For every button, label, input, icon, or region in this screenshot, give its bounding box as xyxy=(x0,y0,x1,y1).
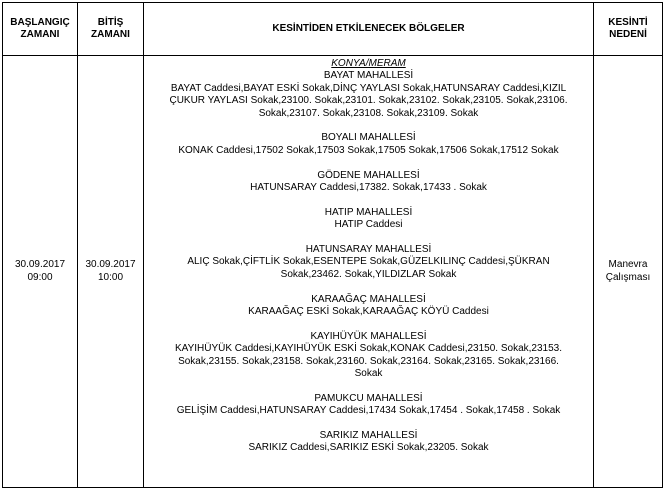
neighborhood-streets-line: ÇUKUR YAYLASI Sokak,23100. Sokak,23101. Sokak,23102. Sokak,23105. Sokak,23106. xyxy=(169,95,568,107)
outage-table xyxy=(2,2,663,488)
neighborhood-spacer xyxy=(147,120,590,132)
neighborhood-name: GÖDENE MAHALLESİ xyxy=(317,169,420,181)
neighborhood-name: BAYAT MAHALLESİ xyxy=(323,70,414,82)
header-row xyxy=(3,3,663,56)
neighborhood-streets-line: KONAK Caddesi,17502 Sokak,17503 Sokak,17505 Sokak,17506 Sokak,17512 Sokak xyxy=(178,144,559,156)
neighborhood-block xyxy=(147,244,590,281)
neighborhood-name: SARIKIZ MAHALLESİ xyxy=(319,430,418,442)
neighborhood-streets-line: Sokak,23155. Sokak,23158. Sokak,23160. Sokak,23164. Sokak,23165. Sokak,23166. xyxy=(178,355,559,367)
neighborhood-streets-line: ALIÇ Sokak,ÇİFTLİK Sokak,ESENTEPE Sokak,GÜZELKILINÇ Caddesi,ŞÜKRAN xyxy=(187,256,550,268)
reason-cell xyxy=(594,56,663,488)
neighborhood-streets-line: Sokak,23107. Sokak,23108. Sokak,23109. Sokak xyxy=(258,107,479,119)
table-row xyxy=(3,56,663,488)
header-reason-line2: NEDENİ xyxy=(609,29,647,40)
neighborhood-spacer xyxy=(147,157,590,169)
neighborhood-streets-line: HATUNSARAY Caddesi,17382. Sokak,17433 . Sokak xyxy=(250,182,487,194)
neighborhood-streets-line: BAYAT Caddesi,BAYAT ESKİ Sokak,DİNÇ YAYLASI Sokak,HATUNSARAY Caddesi,KIZIL xyxy=(170,82,567,94)
neighborhood-list xyxy=(147,70,590,454)
neighborhood-block xyxy=(147,207,590,232)
start-time-cell xyxy=(3,56,78,488)
neighborhood-name: KARAAĞAÇ MAHALLESİ xyxy=(311,293,426,305)
neighborhood-block xyxy=(147,294,590,319)
neighborhood-spacer xyxy=(147,418,590,430)
neighborhood-block xyxy=(147,132,590,157)
neighborhood-streets-line: GELİŞİM Caddesi,HATUNSARAY Caddesi,17434 Sokak,17454 . Sokak,17458 . Sokak xyxy=(176,405,561,417)
neighborhood-streets-line: KAYIHÜYÜK Caddesi,KAYIHÜYÜK ESKİ Sokak,KONAK Caddesi,23150. Sokak,23153. xyxy=(174,343,563,355)
start-time: 09:00 xyxy=(27,271,53,283)
start-date: 30.09.2017 xyxy=(14,259,66,271)
header-end-line2: ZAMANI xyxy=(91,29,130,40)
neighborhood-name: HATIP MAHALLESİ xyxy=(324,206,413,218)
end-time-cell xyxy=(78,56,144,488)
header-end-time xyxy=(78,3,144,56)
neighborhood-streets-line: SARIKIZ Caddesi,SARIKIZ ESKİ Sokak,23205. Sokak xyxy=(248,442,489,454)
neighborhood-block xyxy=(147,430,590,455)
end-date: 30.09.2017 xyxy=(85,259,136,271)
neighborhood-name: BOYALI MAHALLESİ xyxy=(321,132,416,144)
neighborhood-streets-line: Sokak,23462. Sokak,YILDIZLAR Sokak xyxy=(280,268,457,280)
header-end-line1: BİTİŞ xyxy=(97,17,124,28)
neighborhood-name: HATUNSARAY MAHALLESİ xyxy=(305,244,432,256)
end-time: 10:00 xyxy=(97,271,124,283)
header-regions: KESİNTİDEN ETKİLENECEK BÖLGELER xyxy=(144,3,594,56)
reason-line1: Manevra xyxy=(608,259,648,271)
neighborhood-spacer xyxy=(147,318,590,330)
header-reason-line1: KESİNTİ xyxy=(608,17,648,28)
regions-cell xyxy=(144,56,594,488)
neighborhood-block xyxy=(147,70,590,120)
reason-line2: Çalışması xyxy=(605,271,651,283)
neighborhood-spacer xyxy=(147,232,590,244)
neighborhood-name: KAYIHÜYÜK MAHALLESİ xyxy=(310,330,427,342)
header-reason xyxy=(594,3,663,56)
neighborhood-streets-line: Sokak xyxy=(354,368,383,380)
header-start-line1: BAŞLANGIÇ xyxy=(10,17,70,28)
neighborhood-spacer xyxy=(147,281,590,293)
neighborhood-block xyxy=(147,170,590,195)
neighborhood-spacer xyxy=(147,194,590,206)
neighborhood-streets-line: KARAAĞAÇ ESKİ Sokak,KARAAĞAÇ KÖYÜ Caddesi xyxy=(248,306,489,318)
neighborhood-block xyxy=(147,331,590,381)
neighborhood-spacer xyxy=(147,380,590,392)
neighborhood-name: PAMUKCU MAHALLESİ xyxy=(314,392,423,404)
header-start-line2: ZAMANI xyxy=(20,29,60,40)
neighborhood-streets-line: HATIP Caddesi xyxy=(334,219,403,231)
province-label: KONYA/MERAM xyxy=(331,58,406,69)
neighborhood-block xyxy=(147,393,590,418)
header-start-time xyxy=(3,3,78,56)
